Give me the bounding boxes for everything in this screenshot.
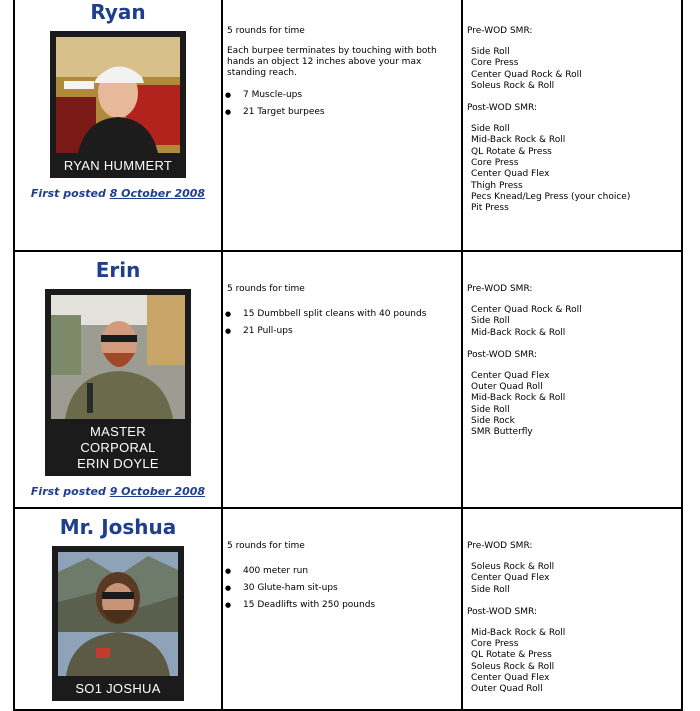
workout-move: ● 21 Target burpees: [223, 107, 461, 118]
smr-item: Pit Press: [471, 203, 509, 214]
smr-item: Center Quad Flex: [471, 169, 550, 180]
smr-item: Side Roll: [471, 404, 510, 415]
post-wod-title: Post-WOD SMR:: [467, 103, 537, 114]
workout-move: ● 7 Muscle-ups: [223, 90, 461, 101]
post-wod-title: Post-WOD SMR:: [467, 606, 537, 617]
smr-item: Thigh Press: [471, 180, 523, 191]
first-posted: First posted 8 October 2008: [30, 187, 206, 200]
smr-cell: [462, 0, 682, 251]
hero-name: Erin: [95, 258, 141, 282]
hero-cell: [14, 508, 222, 710]
pre-wod-title: Pre-WOD SMR:: [467, 26, 533, 36]
smr-item: Pecs Knead/Leg Press (your choice): [471, 191, 631, 202]
smr-item: QL Rotate & Press: [471, 146, 552, 157]
workout-rounds: 5 rounds for time: [227, 284, 305, 294]
smr-item: Center Quad Flex: [471, 370, 550, 381]
post-wod-list: [463, 371, 681, 439]
hero-photo: [56, 37, 180, 153]
workout-moves: [223, 309, 461, 337]
post-wod-list: [463, 124, 681, 214]
hero-row-ryan: [14, 0, 682, 251]
smr-item: Mid-Back Rock & Roll: [471, 327, 566, 338]
workout-rounds: 5 rounds for time: [227, 26, 305, 36]
smr-item: Outer Quad Roll: [471, 684, 543, 695]
smr-item: Mid-Back Rock & Roll: [471, 393, 566, 404]
smr-item: Soleus Rock & Roll: [471, 661, 555, 672]
hero-caption: RYAN HUMMERT: [63, 158, 173, 173]
hero-name: Ryan: [90, 0, 146, 24]
smr-item: Core Press: [471, 158, 519, 169]
smr-item: Mid-Back Rock & Roll: [471, 135, 566, 146]
hero-wod-table: [13, 0, 683, 711]
hero-row-joshua: [14, 508, 682, 710]
hero-caption: MASTER CORPORAL ERIN DOYLE: [77, 424, 159, 471]
pre-wod-list: [463, 47, 681, 92]
workout-move: ● 15 Deadlifts with 250 pounds: [223, 600, 461, 611]
smr-item: Center Quad Flex: [471, 573, 550, 584]
hero-photo: [58, 552, 178, 676]
workout-rounds: 5 rounds for time: [227, 541, 305, 551]
hero-name: Mr. Joshua: [59, 515, 177, 539]
pre-wod-title: Pre-WOD SMR:: [467, 284, 533, 294]
hero-photo-frame: [50, 31, 186, 178]
hero-photo-frame: [52, 546, 184, 701]
workout-move: ● 30 Glute-ham sit-ups: [223, 583, 461, 594]
workout-moves: [223, 90, 461, 118]
pre-wod-list: [463, 305, 681, 339]
workout-moves: [223, 566, 461, 611]
smr-item: QL Rotate & Press: [471, 650, 552, 661]
workout-move: ● 400 meter run: [223, 566, 461, 577]
post-wod-title: Post-WOD SMR:: [467, 349, 537, 360]
smr-item: Mid-Back Rock & Roll: [471, 627, 566, 638]
hero-row-erin: [14, 251, 682, 508]
workout-note: Each burpee terminates by touching with both hands an object 12 inches above your max standing reach.: [227, 46, 437, 78]
smr-item: Center Quad Rock & Roll: [471, 69, 582, 80]
pre-wod-title: Pre-WOD SMR:: [467, 541, 533, 551]
pre-wod-list: [463, 562, 681, 596]
smr-item: Core Press: [471, 58, 519, 69]
smr-item: Side Rock: [471, 416, 515, 427]
posted-date-link[interactable]: 8 October 2008: [109, 187, 206, 200]
smr-item: Side Roll: [471, 584, 510, 595]
hero-photo-frame: [45, 289, 191, 476]
smr-item: Outer Quad Roll: [471, 382, 543, 393]
smr-cell: [462, 251, 682, 508]
smr-cell: [462, 508, 682, 710]
workout-cell: [222, 508, 462, 710]
first-posted: First posted 9 October 2008: [30, 485, 206, 498]
workout-cell: [222, 251, 462, 508]
workout-move: ● 15 Dumbbell split cleans with 40 pounds: [223, 309, 461, 320]
smr-item: Soleus Rock & Roll: [471, 80, 555, 91]
smr-item: Center Quad Flex: [471, 673, 550, 684]
hero-cell: [14, 251, 222, 508]
workout-move: ● 21 Pull-ups: [223, 326, 461, 337]
hero-cell: [14, 0, 222, 251]
post-wod-list: [463, 628, 681, 696]
smr-item: Side Roll: [471, 316, 510, 327]
hero-photo: [51, 295, 185, 419]
smr-item: Side Roll: [471, 47, 510, 57]
smr-item: Center Quad Rock & Roll: [471, 305, 582, 315]
smr-item: SMR Butterfly: [471, 427, 533, 438]
workout-cell: [222, 0, 462, 251]
smr-item: Side Roll: [471, 124, 510, 135]
smr-item: Soleus Rock & Roll: [471, 562, 555, 572]
smr-item: Core Press: [471, 639, 519, 650]
posted-date-link[interactable]: 9 October 2008: [109, 485, 206, 498]
hero-caption: SO1 JOSHUA: [75, 681, 161, 696]
